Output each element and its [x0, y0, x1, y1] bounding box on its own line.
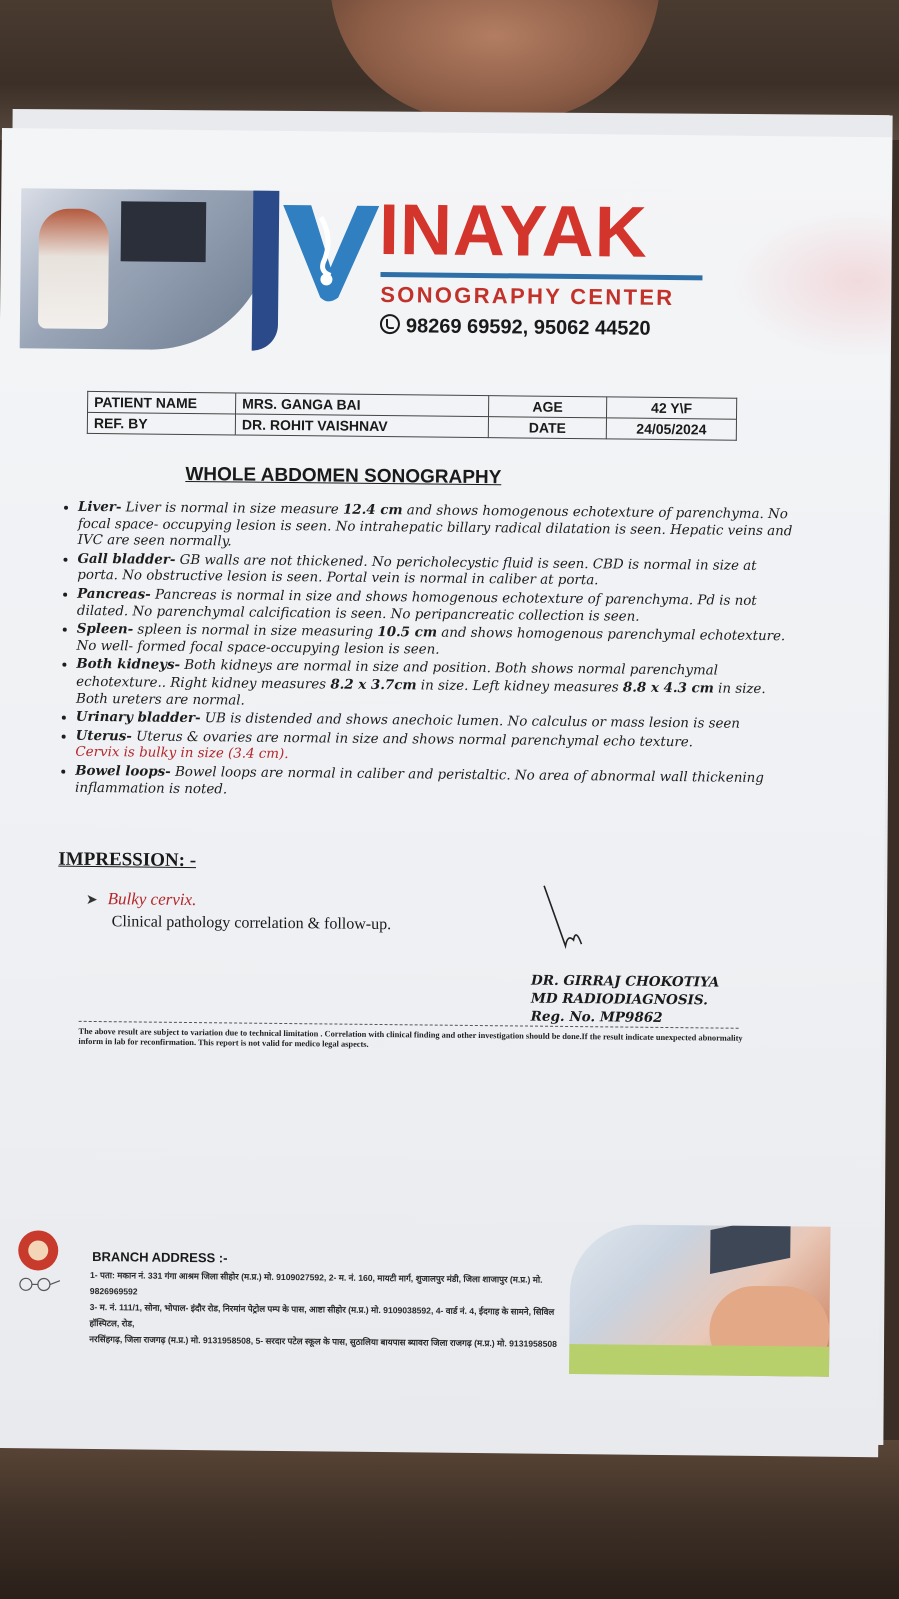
finding-label: Pancreas-	[77, 585, 151, 603]
impression-item	[86, 889, 197, 910]
phone-numbers	[380, 314, 651, 341]
finding-value: 8.8 x 4.3 cm	[622, 679, 714, 697]
finding-text: GB walls are not thickened. No pericholecystic fluid is seen. CBD is normal in size at porta. No obstructive lesion is seen. Portal vein is normal in caliber at porta.	[77, 552, 757, 589]
doctor-reg: Reg. No. MP9862	[530, 1008, 663, 1026]
footer-photo	[569, 1224, 831, 1377]
brand-name: INAYAK	[378, 189, 649, 273]
monitor-image	[121, 201, 207, 262]
finding-text: in size. Left kidney measures	[416, 678, 624, 696]
impression-heading: IMPRESSION: -	[58, 848, 197, 872]
list-item	[76, 656, 797, 715]
patient-name-label: PATIENT NAME	[88, 391, 236, 414]
phone-text: 98269 69592, 95062 44520	[405, 315, 651, 340]
doctor-degree: MD RADIODIAGNOSIS.	[530, 990, 708, 1009]
doctor-block	[531, 972, 720, 1028]
finding-text: and shows homogenous parenchymal echotexture. No well- formed focal space-occupying lesion is seen.	[76, 625, 786, 658]
patient-name: MRS. GANGA BAI	[236, 393, 489, 417]
branch-line: 1- पता: मकान नं. 331 गंगा आश्रम जिला सीहोर (म.प्र.) मो. 9109027592, 2- म. नं. 160, मायटी मार्ग, शुजालपुर मंडी, जिला शाजापुर (म.प्र.) मो. 9826969592	[89, 1269, 543, 1297]
finding-text: spleen is normal in size measuring	[133, 622, 378, 641]
brand-subtitle: SONOGRAPHY CENTER	[380, 281, 675, 311]
branch-heading: BRANCH ADDRESS :-	[92, 1249, 228, 1266]
report-title: WHOLE ABDOMEN SONOGRAPHY	[185, 463, 502, 489]
signature-icon	[541, 884, 602, 965]
arrow-bullet-icon: ➤	[85, 892, 98, 909]
impression-note: Clinical pathology correlation & follow-up.	[111, 913, 392, 934]
branch-line: नरसिंहगढ़, जिला राजगढ़ (म.प्र.) मो. 9131958508, 5- सरदार पटेल स्कूल के पास, सुठालिया बायपास ब्यावरा जिला राजगढ़ (म.प्र.) मो. 9131958508	[89, 1333, 558, 1349]
list-item	[78, 499, 798, 557]
finding-label: Gall bladder-	[77, 550, 176, 568]
list-item	[75, 763, 795, 805]
header-decoration	[730, 206, 892, 358]
emblem-icon	[18, 1230, 58, 1270]
finding-label: Urinary bladder-	[75, 708, 201, 727]
glasses-icon	[14, 1276, 62, 1293]
age-value: 42 Y\F	[606, 397, 736, 419]
finding-label: Both kidneys-	[76, 656, 181, 674]
findings-list	[57, 499, 798, 806]
header-photo	[20, 188, 272, 351]
brand-underline	[380, 272, 702, 280]
finding-text: UB is distended and shows anechoic lumen. No calculus or mass lesion is seen	[200, 711, 741, 732]
ref-label: REF. BY	[87, 412, 235, 435]
finding-text: Both kidneys are normal in size and position. Both shows normal parenchymal echotexture.. Right kidney measures	[76, 658, 719, 693]
header-arc	[252, 191, 280, 351]
finding-text: Liver is normal in size measure	[121, 500, 344, 518]
finding-text: Uterus & ovaries are normal in size and shows normal parenchymal echo texture.	[131, 729, 694, 750]
logo-v-icon	[280, 197, 381, 308]
report-sheet	[0, 128, 892, 1457]
date-label: DATE	[488, 417, 606, 439]
doctor-name: DR. GIRRAJ CHOKOTIYA	[531, 972, 720, 991]
finding-text: Pancreas is normal in size and shows homogenous echotexture of parenchyma. Pd is not dilated. No parenchymal calcification is seen. No peripancreatic collection is seen.	[76, 587, 757, 625]
finding-text: and shows homogenous echotexture of parenchyma. No focal space- occupying lesion is seen. No intrahepatic billary radical dilatation is seen. Hepatic veins and IVC are seen normally.	[77, 503, 793, 550]
phone-icon	[380, 314, 400, 334]
branch-addresses	[89, 1267, 560, 1352]
finding-value: 12.4 cm	[342, 501, 403, 519]
ultrasound-monitor-image	[710, 1224, 791, 1274]
finding-label: Spleen-	[76, 620, 134, 638]
age-label: AGE	[489, 396, 607, 418]
impression-text: Bulky cervix.	[107, 889, 197, 910]
finding-label: Uterus-	[75, 727, 133, 745]
doctor-image	[38, 208, 109, 329]
finding-label: Bowel loops-	[75, 762, 171, 780]
ref-doctor: DR. ROHIT VAISHNAV	[235, 414, 488, 438]
date-value: 24/05/2024	[606, 418, 736, 440]
footer-band	[569, 1344, 829, 1377]
finding-highlight: Cervix is bulky in size (3.4 cm).	[75, 745, 289, 763]
finding-value: 10.5 cm	[377, 624, 438, 641]
finding-value: 8.2 x 3.7cm	[330, 676, 417, 694]
patient-info-table	[87, 391, 737, 441]
background-table	[0, 1440, 899, 1599]
finding-text: in size. Both ureters are normal.	[75, 681, 766, 709]
finding-label: Liver-	[77, 498, 122, 516]
finding-text: Bowel loops are normal in caliber and peristaltic. No area of abnormal wall thickening inflammation is noted.	[75, 764, 764, 797]
branch-line: 3- म. नं. 111/1, सोना, भोपाल- इंदौर रोड, निरमांन पेट्रोल पम्प के पास, आष्टा सीहोर (म.प्र.) मो. 9109038592, 4- वार्ड नं. 4, ईदगाह के सामने, सिविल हॉस्पिटल, रोड,	[89, 1301, 555, 1329]
disclaimer-text: The above result are subject to variation due to technical limitation . Correlation with clinical finding and other investigation should be done.If the result indicate unexpected abnormality inform in lab for reconfirmation. This report is not valid for medico legal aspects.	[78, 1026, 743, 1049]
